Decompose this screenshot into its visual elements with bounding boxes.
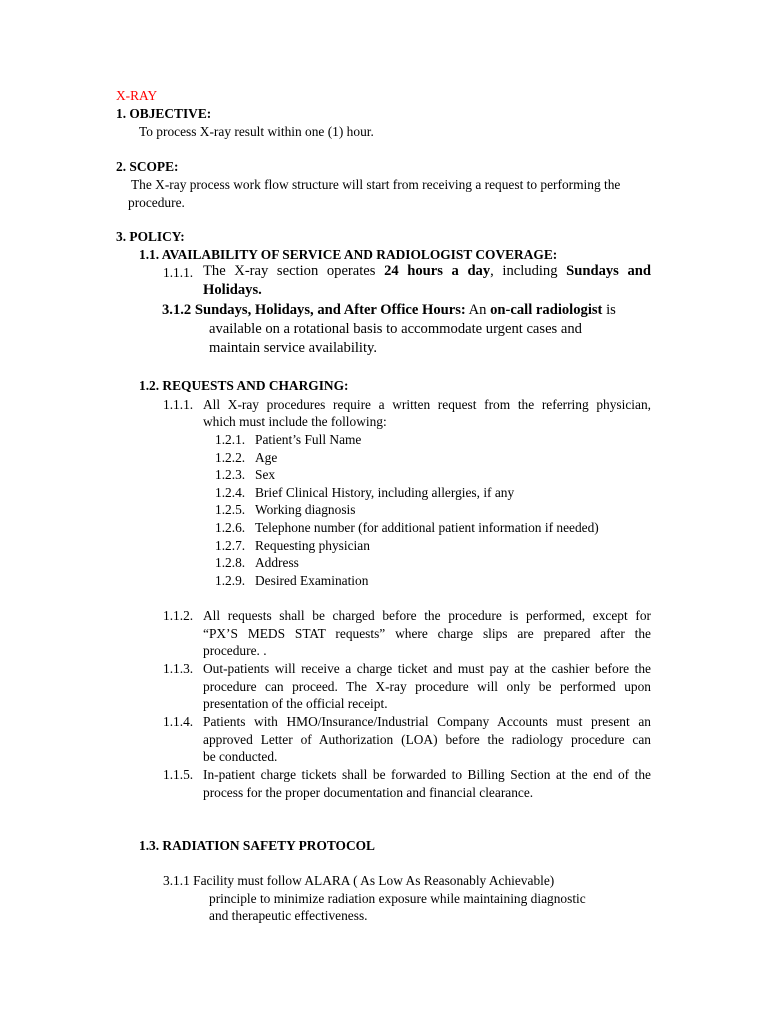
list-item-text: Desired Examination: [255, 572, 369, 588]
list-item-number: 1.2.8.: [215, 555, 246, 571]
list-item: [215, 466, 275, 484]
request-text-line1: All X-ray procedures require a written request from the referring physician,: [203, 397, 651, 412]
charging-text-line2: “PX’S MEDS STAT requests” where charge slips are prepared after the: [203, 626, 651, 641]
radiation-safety-heading: 1.3. RADIATION SAFETY PROTOCOL: [139, 838, 375, 853]
list-item-text: Brief Clinical History, including allergies, if any: [255, 484, 515, 500]
item-number: 1.1.3.: [163, 661, 194, 676]
list-item-text: Patient’s Full Name: [255, 432, 362, 447]
list-item: [215, 501, 355, 519]
list-item-number: 1.2.4.: [215, 484, 246, 500]
scope-heading: 2. SCOPE:: [116, 159, 179, 174]
list-item-text: Requesting physician: [255, 537, 370, 553]
request-text-line2: which must include the following:: [203, 414, 387, 429]
item-number: 1.1.1.: [163, 265, 194, 280]
list-item: [215, 554, 299, 572]
availability-heading: 1.1. AVAILABILITY OF SERVICE AND RADIOLOGIST COVERAGE:: [139, 247, 558, 262]
objective-heading: 1. OBJECTIVE:: [116, 106, 212, 121]
alara-text-line2: principle to minimize radiation exposure while maintaining diagnostic: [209, 891, 586, 906]
list-item-text: Address: [255, 555, 299, 571]
list-item: [215, 449, 277, 467]
list-item-number: 1.2.6.: [215, 520, 246, 535]
objective-text: To process X-ray result within one (1) hour.: [139, 124, 374, 139]
hmo-text-line2: approved Letter of Authorization (LOA) before the radiology procedure can: [203, 732, 651, 747]
list-item-number: 1.2.2.: [215, 449, 246, 465]
list-item-number: 1.2.3.: [215, 467, 246, 483]
document-title: X-RAY: [116, 88, 158, 103]
operating-hours-line1: The X-ray section operates 24 hours a day, including Sundays and: [203, 263, 651, 279]
alara-text-line3: and therapeutic effectiveness.: [209, 908, 368, 923]
inpatient-text-line2: process for the proper documentation and financial clearance.: [203, 785, 534, 800]
list-item-number: 1.2.5.: [215, 502, 246, 518]
list-item: [215, 484, 514, 502]
outpatient-text-line3: presentation of the official receipt.: [203, 696, 388, 711]
on-call-line2: available on a rotational basis to accommodate urgent cases and: [209, 321, 582, 337]
list-item: [215, 519, 599, 537]
on-call-line1: 3.1.2 Sundays, Holidays, and After Office Hours: An on-call radiologist is: [162, 302, 616, 318]
item-number: 1.1.5.: [163, 767, 194, 782]
policy-heading: 3. POLICY:: [116, 229, 185, 244]
on-call-line3: maintain service availability.: [209, 340, 378, 356]
operating-hours-line2: Holidays.: [203, 282, 262, 298]
outpatient-text-line1: Out-patients will receive a charge ticket and must pay at the cashier before the: [203, 661, 651, 676]
inpatient-text-line1: In-patient charge tickets shall be forwarded to Billing Section at the end of the: [203, 767, 651, 782]
charging-text-line1: All requests shall be charged before the procedure is performed, except for: [203, 608, 651, 623]
list-item-text: Telephone number (for additional patient information if needed): [255, 520, 599, 535]
item-number: 1.1.2.: [163, 608, 194, 623]
list-item-number: 1.2.1.: [215, 432, 246, 447]
hmo-text-line3: be conducted.: [203, 749, 278, 764]
scope-text-line1: The X-ray process work flow structure will start from receiving a request to performing the: [131, 177, 621, 192]
list-item-text: Age: [255, 449, 278, 465]
hmo-text-line1: Patients with HMO/Insurance/Industrial Company Accounts must present an: [203, 714, 651, 729]
alara-text-line1: 3.1.1 Facility must follow ALARA ( As Low As Reasonably Achievable): [163, 873, 555, 888]
item-number: 1.1.1.: [163, 397, 194, 412]
list-item: [215, 431, 361, 449]
scope-text-line2: procedure.: [128, 195, 185, 210]
list-item-text: Working diagnosis: [255, 502, 356, 518]
outpatient-text-line2: procedure can proceed. The X-ray procedure will only be performed upon: [203, 679, 651, 694]
list-item: [215, 537, 370, 555]
list-item: [215, 572, 368, 590]
list-item-text: Sex: [255, 467, 276, 483]
requests-heading: 1.2. REQUESTS AND CHARGING:: [139, 378, 349, 393]
charging-text-line3: procedure. .: [203, 643, 267, 658]
item-number: 1.1.4.: [163, 714, 194, 729]
list-item-number: 1.2.9.: [215, 572, 246, 588]
list-item-number: 1.2.7.: [215, 537, 246, 553]
